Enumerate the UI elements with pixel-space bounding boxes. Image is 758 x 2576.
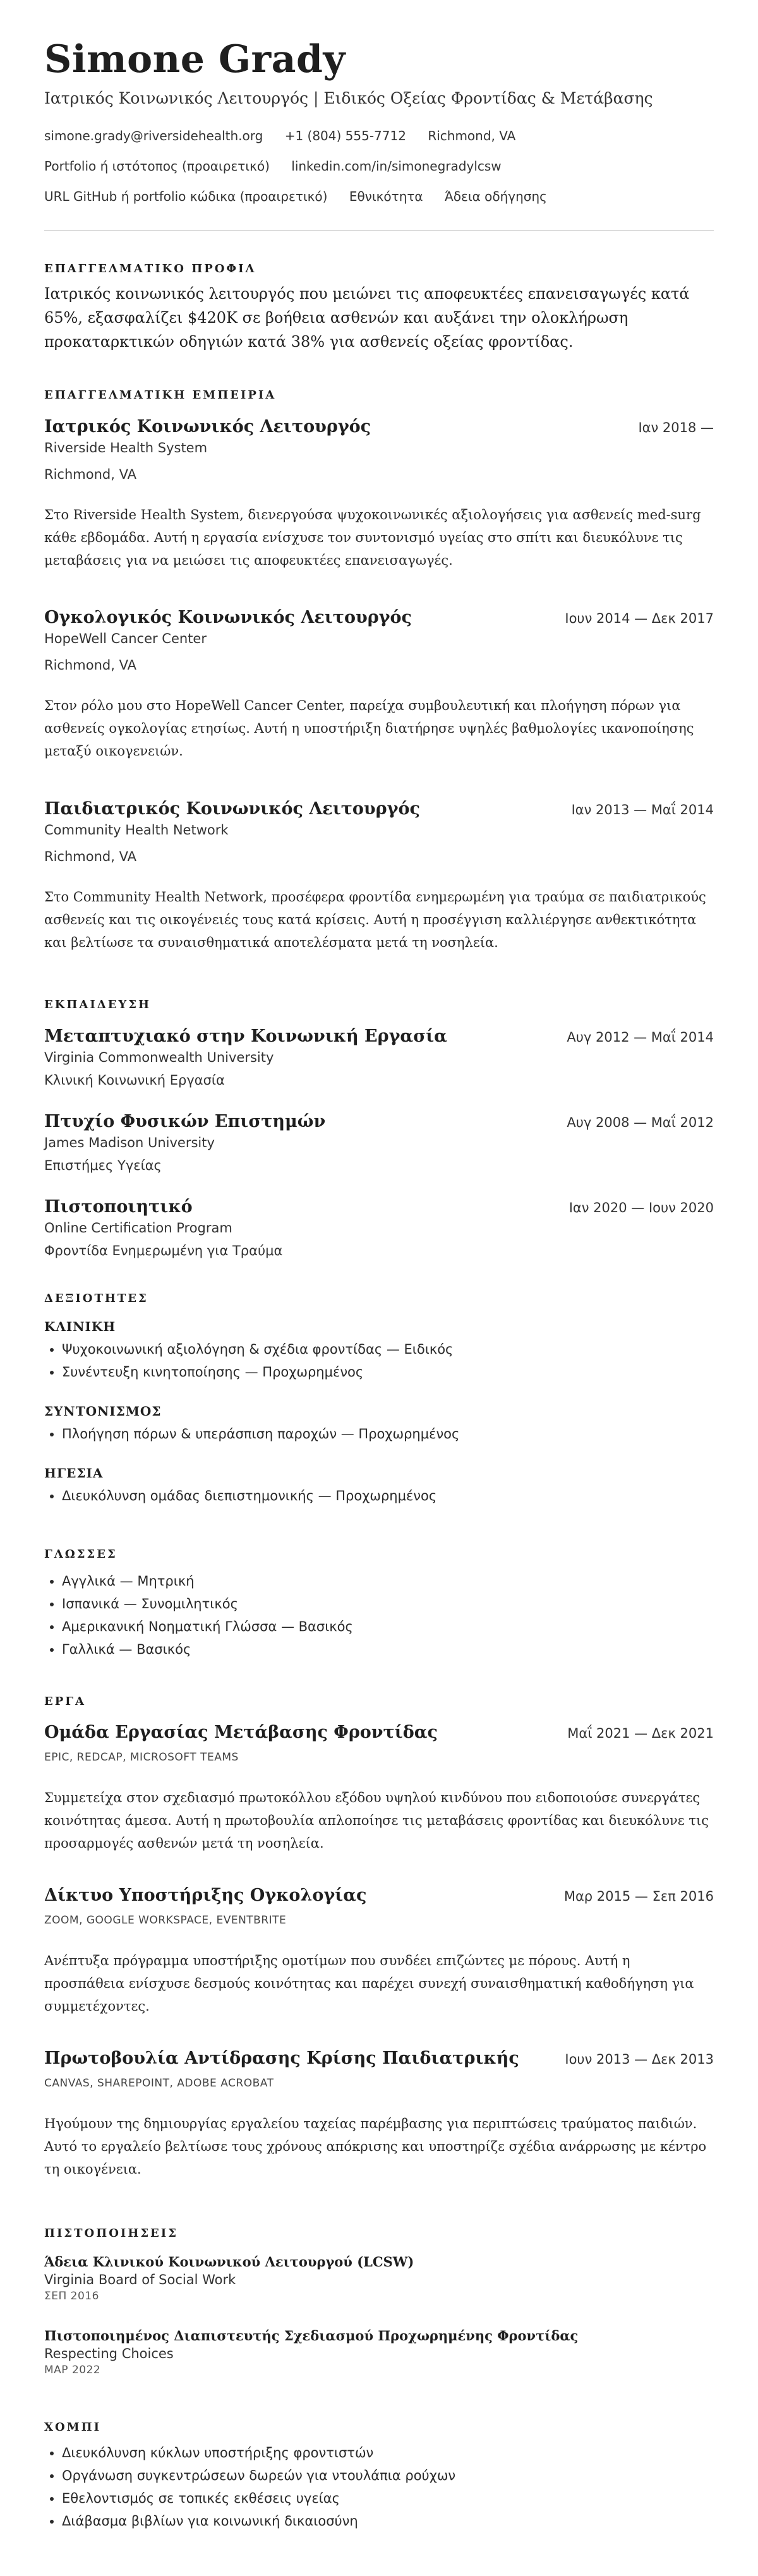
section-title-projects: ΕΡΓΑ <box>44 1695 86 1708</box>
section-title-skills: ΔΕΞΙΟΤΗΤΕΣ <box>44 1292 148 1305</box>
hobbies-section <box>44 2421 714 2532</box>
section-title-experience: ΕΠΑΓΓΕΛΜΑΤΙΚΗ ΕΜΠΕΙΡΙΑ <box>44 388 277 402</box>
hobby-item: • Εθελοντισμός σε τοπικές εκθέσεις υγείας <box>62 2487 714 2510</box>
skill-item: • Διευκόλυνση ομάδας διεπιστημονικής — Προχωρημένος <box>62 1484 714 1507</box>
project-dates: Ιουν 2013 — Δεκ 2013 <box>565 2052 714 2067</box>
project-description: Ανέπτυξα πρόγραμμα υποστήριξης ομοτίμων που συνδέει επιζώντες με πόρους. Αυτή η προσπάθεια ενίσχυσε δεσμούς κοινότητας και παρέχει συνεχή συναισθηματική καθοδήγηση για συμμετέχοντες. <box>44 1953 694 2014</box>
education-entry <box>44 1197 714 1262</box>
skill-group <box>44 1319 714 1383</box>
summary-text: Ιατρικός κοινωνικός λειτουργός που μειώνει τις αποφευκτέες επανεισαγωγές κατά 65%, εξασφαλίζει $420K σε βοήθεια ασθενών και αυξάνει την ολοκλήρωση προκαταρκτικών οδηγιών κατά 38% για ασθενείς οξείας φροντίδας. <box>44 285 690 351</box>
job-dates: Ιαν 2018 — <box>638 420 714 435</box>
section-title-languages: ΓΛΩΣΣΕΣ <box>44 1548 117 1561</box>
hobby-item: • Διάβασμα βιβλίων για κοινωνική δικαιοσύνη <box>62 2510 714 2532</box>
projects-section <box>44 1695 714 1708</box>
skill-group-name: ΚΛΙΝΙΚΗ <box>44 1319 116 1334</box>
job-title: Ιατρικός Κοινωνικός Λειτουργός <box>44 417 371 436</box>
school-name: Virginia Commonwealth University <box>44 1050 274 1065</box>
certification-date: ΜΑΡ 2022 <box>44 2364 101 2376</box>
degree-dates: Αυγ 2008 — Μαΐ 2012 <box>567 1115 714 1130</box>
job-description: Στο Community Health Network, προσέφερα φροντίδα ενημερωμένη για τραύμα σε παιδιατρικούς ασθενείς και τις οικογένειές τους κατά κρίσεις. Αυτή η προσέγγιση καλλιέργησε ανθεκτικότητα και βελτίωσε τα συναισθηματικά αποτελέσματα μετά τη νοσηλεία. <box>44 889 706 950</box>
extra-row <box>44 187 714 206</box>
skill-group <box>44 1466 714 1507</box>
project-description: Συμμετείχα στον σχεδιασμό πρωτοκόλλου εξόδου υψηλού κινδύνου που ειδοποιούσε συνεργάτες κοινότητας άμεσα. Αυτή η πρωτοβουλία απλοποίησε τις μεταβάσεις φροντίδας και διευκόλυνε τις προσαρμογές ασθενών μετά τη νοσηλεία. <box>44 1790 709 1851</box>
header-divider <box>44 230 714 231</box>
skills-section <box>44 1292 714 1305</box>
job-description: Στο Riverside Health System, διενεργούσα ψυχοκοινωνικές αξιολογήσεις για ασθενείς med-surg κάθε εβδομάδα. Αυτή η εργασία ενίσχυσε τον συντονισμό υγείας στο σπίτι και διευκόλυνε τις μεταβάσεις για να μειώσει τις αποφευκτέες επανεισαγωγές. <box>44 507 701 568</box>
project-entry <box>44 2049 714 2181</box>
skill-item: • Συνέντευξη κινητοποίησης — Προχωρημένος <box>62 1361 714 1383</box>
language-item: • Ισπανικά — Συνομιλητικός <box>62 1592 714 1615</box>
school-name: James Madison University <box>44 1135 215 1150</box>
degree-title: Μεταπτυχιακό στην Κοινωνική Εργασία <box>44 1026 447 1046</box>
headline: Ιατρικός Κοινωνικός Λειτουργός | Ειδικός Οξείας Φροντίδας & Μετάβασης <box>44 89 653 107</box>
degree-dates: Ιαν 2020 — Ιουν 2020 <box>568 1200 714 1215</box>
language-item: • Γαλλικά — Βασικός <box>62 1638 714 1661</box>
project-description: Ηγούμουν της δημιουργίας εργαλείου ταχείας παρέμβασης για περιπτώσεις τραύματος παιδιών. Αυτό το εργαλείο βελτίωσε τους χρόνους απόκρισης και υποστηρίζε σχέδια ανάρρωσης με κέντρο τη οικογένεια. <box>44 2116 707 2177</box>
degree-dates: Αυγ 2012 — Μαΐ 2014 <box>567 1030 714 1045</box>
degree-field: Κλινική Κοινωνική Εργασία <box>44 1073 225 1088</box>
job-org: Community Health Network <box>44 822 229 838</box>
project-entry <box>44 1886 714 2018</box>
certification-date: ΣΕΠ 2016 <box>44 2290 99 2302</box>
license-text: Άδεια οδήγησης <box>444 189 547 204</box>
experience-entry <box>44 608 714 762</box>
links-row <box>44 157 714 176</box>
certification-issuer: Virginia Board of Social Work <box>44 2272 236 2287</box>
project-dates: Μαρ 2015 — Σεπ 2016 <box>563 1889 714 1904</box>
github-link[interactable]: URL GitHub ή portfolio κώδικα (προαιρετικό) <box>44 189 328 204</box>
job-title: Παιδιατρικός Κοινωνικός Λειτουργός <box>44 799 420 819</box>
project-tech: EPIC, REDCAP, MICROSOFT TEAMS <box>44 1751 239 1764</box>
hobby-item: • Διευκόλυνση κύκλων υποστήριξης φροντιστών <box>62 2441 714 2464</box>
resume-header <box>44 0 714 231</box>
education-section <box>44 998 714 1011</box>
job-dates: Ιαν 2013 — Μαΐ 2014 <box>571 802 714 817</box>
job-dates: Ιουν 2014 — Δεκ 2017 <box>565 611 714 626</box>
skill-group <box>44 1404 714 1445</box>
education-entry <box>44 1112 714 1177</box>
degree-field: Φροντίδα Ενημερωμένη για Τραύμα <box>44 1243 283 1258</box>
certifications-section <box>44 2227 714 2240</box>
project-tech: ZOOM, GOOGLE WORKSPACE, EVENTBRITE <box>44 1914 287 1927</box>
skill-group-name: ΗΓΕΣΙΑ <box>44 1466 104 1481</box>
certification-entry <box>44 2254 714 2302</box>
project-tech: CANVAS, SHAREPOINT, ADOBE ACROBAT <box>44 2077 274 2090</box>
job-description: Στον ρόλο μου στο HopeWell Cancer Center, παρείχα συμβουλευτική και πλοήγηση πόρων για ασθενείς ογκολογίας ετησίως. Αυτή η υποστήριξη διατήρησε υψηλές βαθμολογίες ικανοποίησης μεταξύ οικογενειών. <box>44 698 694 759</box>
skill-group-name: ΣΥΝΤΟΝΙΣΜΟΣ <box>44 1404 162 1419</box>
experience-entry <box>44 799 714 954</box>
phone-text: +1 (804) 555-7712 <box>284 128 406 143</box>
job-org: Riverside Health System <box>44 440 208 455</box>
languages-section <box>44 1548 714 1661</box>
linkedin-link[interactable]: linkedin.com/in/simonegradylcsw <box>291 159 502 174</box>
degree-title: Πιστοποιητικό <box>44 1197 193 1217</box>
candidate-name: Simone Grady <box>44 37 346 81</box>
certification-name: Πιστοποιημένος Διαπιστευτής Σχεδιασμού Προχωρημένης Φροντίδας <box>44 2328 579 2344</box>
experience-entry <box>44 417 714 572</box>
project-title: Πρωτοβουλία Αντίδρασης Κρίσης Παιδιατρικής <box>44 2049 519 2068</box>
portfolio-link[interactable]: Portfolio ή ιστότοπος (προαιρετικό) <box>44 159 270 174</box>
experience-section <box>44 388 714 402</box>
skill-item: • Πλοήγηση πόρων & υπεράσπιση παροχών — Προχωρημένος <box>62 1423 714 1445</box>
job-location: Richmond, VA <box>44 658 136 673</box>
section-title-hobbies: ΧΟΜΠΙ <box>44 2421 101 2434</box>
location-text: Richmond, VA <box>428 128 516 143</box>
certification-name: Άδεια Κλινικού Κοινωνικού Λειτουργού (LCSW) <box>44 2254 414 2270</box>
project-dates: Μαΐ 2021 — Δεκ 2021 <box>567 1726 714 1741</box>
job-org: HopeWell Cancer Center <box>44 631 207 646</box>
job-title: Ογκολογικός Κοινωνικός Λειτουργός <box>44 608 412 627</box>
section-title-certifications: ΠΙΣΤΟΠΟΙΗΣΕΙΣ <box>44 2227 178 2240</box>
section-title-education: ΕΚΠΑΙΔΕΥΣΗ <box>44 998 152 1011</box>
summary-section <box>44 262 714 354</box>
job-location: Richmond, VA <box>44 849 136 864</box>
degree-field: Επιστήμες Υγείας <box>44 1158 162 1173</box>
school-name: Online Certification Program <box>44 1220 232 1236</box>
project-title: Ομάδα Εργασίας Μετάβασης Φροντίδας <box>44 1723 438 1742</box>
project-entry <box>44 1723 714 1855</box>
resume-page <box>44 0 714 2529</box>
degree-title: Πτυχίο Φυσικών Επιστημών <box>44 1112 326 1131</box>
email-link[interactable]: simone.grady@riversidehealth.org <box>44 128 263 143</box>
contact-row <box>44 126 714 145</box>
job-location: Richmond, VA <box>44 467 136 482</box>
certification-issuer: Respecting Choices <box>44 2346 174 2361</box>
project-title: Δίκτυο Υποστήριξης Ογκολογίας <box>44 1886 367 1905</box>
certification-entry <box>44 2328 714 2376</box>
nationality-text: Εθνικότητα <box>349 189 423 204</box>
section-title-summary: ΕΠΑΓΓΕΛΜΑΤΙΚΟ ΠΡΟΦΙΛ <box>44 262 256 275</box>
education-entry <box>44 1026 714 1092</box>
language-item: • Αμερικανική Νοηματική Γλώσσα — Βασικός <box>62 1615 714 1638</box>
skill-item: • Ψυχοκοινωνική αξιολόγηση & σχέδια φροντίδας — Ειδικός <box>62 1338 714 1361</box>
language-item: • Αγγλικά — Μητρική <box>62 1570 714 1592</box>
hobby-item: • Οργάνωση συγκεντρώσεων δωρεών για ντουλάπια ρούχων <box>62 2464 714 2487</box>
